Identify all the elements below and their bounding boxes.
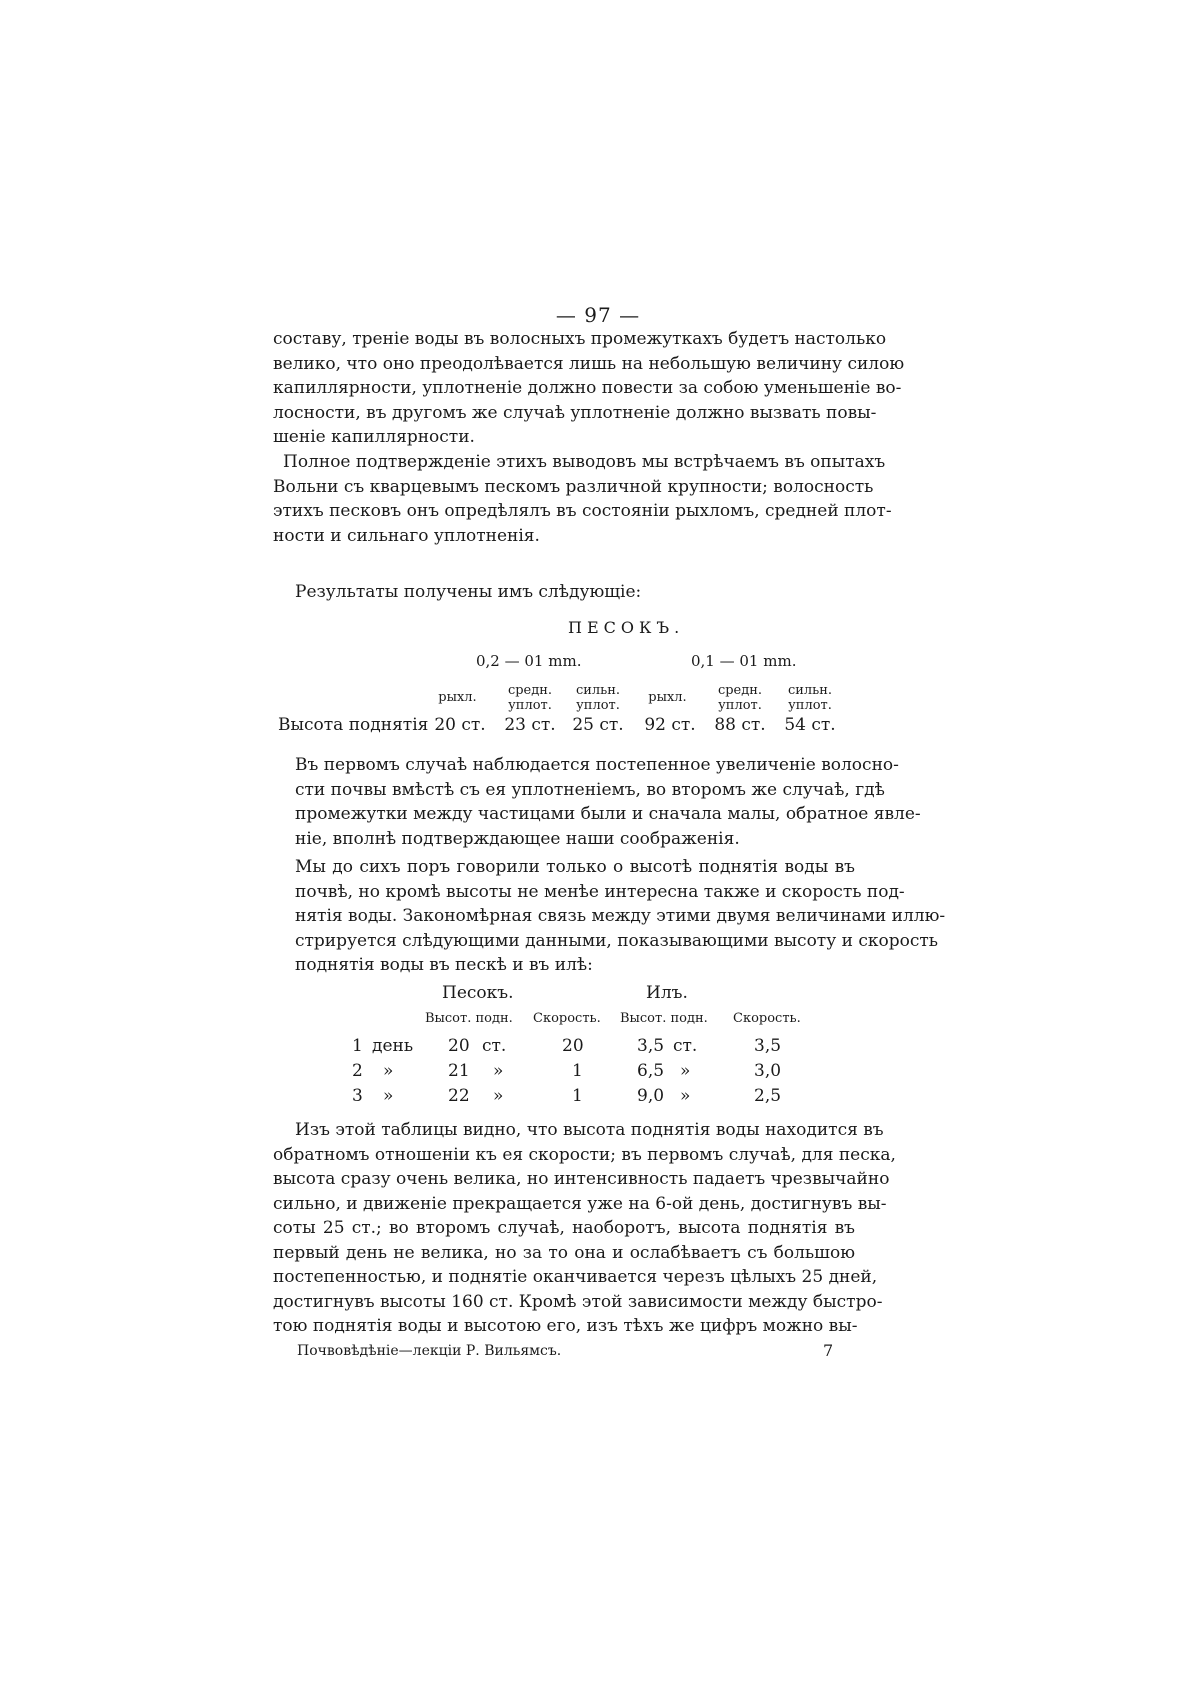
text-line: велико, что оно преодолѣвается лишь на небольшую величину силою [273,353,905,374]
table-cell: 88 ст. [714,715,766,735]
table-column-header [640,690,695,705]
silt-height: 3,5 [637,1036,665,1056]
silt-velocity: 3,5 [754,1036,782,1056]
text-line: ности и сильнаго уплотненія. [273,525,540,546]
table-subheader: Высот. подн. [425,1011,513,1026]
footer-sheet-number: 7 [823,1341,834,1360]
day-number: 3 [352,1086,363,1106]
paragraph-6 [273,1118,896,1339]
text-line: Результаты получены имъ слѣдующіе: [295,582,642,602]
silt-height: 6,5 [637,1061,665,1081]
text-line: Вольни съ кварцевымъ пескомъ различной крупности; волосность [273,476,874,497]
silt-unit: » [680,1061,691,1081]
text-line: шеніе капиллярности. [273,427,475,447]
silt-velocity: 3,0 [754,1061,782,1081]
paragraph-2 [273,450,892,548]
table-cell: 54 ст. [784,715,836,735]
sand-height: 20 [448,1036,470,1056]
day-word: » [383,1086,394,1106]
text-line: достигнувъ высоты 160 ст. Кромѣ этой зависимости между быстро- [273,1291,883,1312]
column-header-line: средн. [717,683,763,698]
silt-unit: ст. [673,1036,698,1056]
day-word: » [383,1061,394,1081]
text-line: обратномъ отношеніи къ ея скорости; въ первомъ случаѣ, для песка, [273,1144,896,1165]
table-subheader: Скорость. [533,1011,601,1026]
silt-velocity: 2,5 [754,1086,782,1106]
table-column-header [430,690,485,705]
sand-unit: » [493,1061,504,1081]
text-line: промежутки между частицами были и сначала малы, обратное явле- [295,804,921,824]
sand-velocity: 1 [572,1061,583,1081]
table-sand-group-1: 0,2 — 01 mm. [476,652,582,670]
table-sand-group-2: 0,1 — 01 mm. [691,652,797,670]
text-line: сильно, и движеніе прекращается уже на 6-ой день, достигнувъ вы- [273,1193,887,1214]
paragraph-4 [273,753,921,851]
text-line: Мы до сихъ поръ говорили только о высотѣ поднятія воды въ [295,857,855,877]
table-cell: 20 ст. [434,715,486,735]
sand-velocity: 20 [562,1036,584,1056]
text-line: первый день не велика, но за то она и ослабѣваетъ съ большою [273,1242,855,1263]
sand-unit: » [493,1086,504,1106]
table-group-sand: Песокъ. [442,983,514,1003]
column-header-line: уплот. [576,698,620,713]
sand-height: 21 [448,1061,470,1081]
text-line: поднятія воды въ пескѣ и въ илѣ: [295,955,593,975]
column-header-line: сильн. [575,683,621,698]
text-line: стрируется слѣдующими данными, показывающими высоту и скорость [295,930,939,951]
text-line: почвѣ, но кромѣ высоты не менѣе интересна также и скорость под- [295,881,905,902]
paragraph-5 [273,855,946,978]
text-line: капиллярности, уплотненіе должно повести за собою уменьшеніе во- [273,378,902,398]
table-cell: 23 ст. [504,715,556,735]
text-line: этихъ песковъ онъ опредѣлялъ въ состояніи рыхломъ, средней плот- [273,501,892,521]
text-line: высота сразу очень велика, но интенсивность падаетъ чрезвычайно [273,1169,890,1189]
column-header-line: уплот. [508,698,552,713]
paragraph-1 [273,327,905,450]
text-line: тою поднятія воды и высотою его, изъ тѣхъ же цифръ можно вы- [273,1316,858,1336]
text-line: Изъ этой таблицы видно, что высота поднятія воды находится въ [295,1120,884,1140]
text-line: Полное подтвержденіе этихъ выводовъ мы встрѣчаемъ въ опытахъ [283,452,886,472]
table-subheader: Скорость. [733,1011,801,1026]
column-header-line: средн. [507,683,553,698]
table-cell: 25 ст. [572,715,624,735]
footer-signature: Почвовѣдѣніе—лекціи Р. Вильямсъ. [297,1343,562,1359]
table-column-header [568,683,628,713]
table-group-silt: Илъ. [646,983,688,1003]
table-column-header [780,683,840,713]
day-number: 2 [352,1061,363,1081]
column-header-line: сильн. [787,683,833,698]
column-header-line: уплот. [788,698,832,713]
text-line: Въ первомъ случаѣ наблюдается постепенное увеличеніе волосно- [295,755,899,775]
column-header-line: рыхл. [438,690,477,705]
table-column-header [710,683,770,713]
table-cell: 92 ст. [644,715,696,735]
text-line: нятія воды. Закономѣрная связь между этими двумя величинами иллю- [295,906,946,926]
silt-unit: » [680,1086,691,1106]
column-header-line: уплот. [718,698,762,713]
column-header-line: рыхл. [648,690,687,705]
silt-height: 9,0 [637,1086,665,1106]
sand-velocity: 1 [572,1086,583,1106]
table-row-label: Высота поднятія [278,715,429,735]
sand-height: 22 [448,1086,470,1106]
text-line: лосности, въ другомъ же случаѣ уплотненіе должно вызвать повы- [273,402,877,423]
text-line: сти почвы вмѣстѣ съ ея уплотненіемъ, во второмъ же случаѣ, гдѣ [295,779,885,800]
day-number: 1 [352,1036,363,1056]
text-line: соты 25 ст.; во второмъ случаѣ, наоборотъ, высота поднятія въ [273,1218,855,1238]
text-line: составу, треніе воды въ волосныхъ промежуткахъ будетъ настолько [273,329,887,349]
text-line: постепенностью, и поднятіе оканчивается черезъ цѣлыхъ 25 дней, [273,1267,878,1287]
table-sand-title: ПЕСОКЪ. [568,618,685,637]
paragraph-3 [295,580,877,605]
text-line: ніе, вполнѣ подтверждающее наши соображенія. [295,828,740,849]
day-word: день [372,1036,414,1056]
table-column-header [500,683,560,713]
sand-unit: ст. [482,1036,507,1056]
page-number: — 97 — [555,303,641,327]
table-subheader: Высот. подн. [620,1011,708,1026]
